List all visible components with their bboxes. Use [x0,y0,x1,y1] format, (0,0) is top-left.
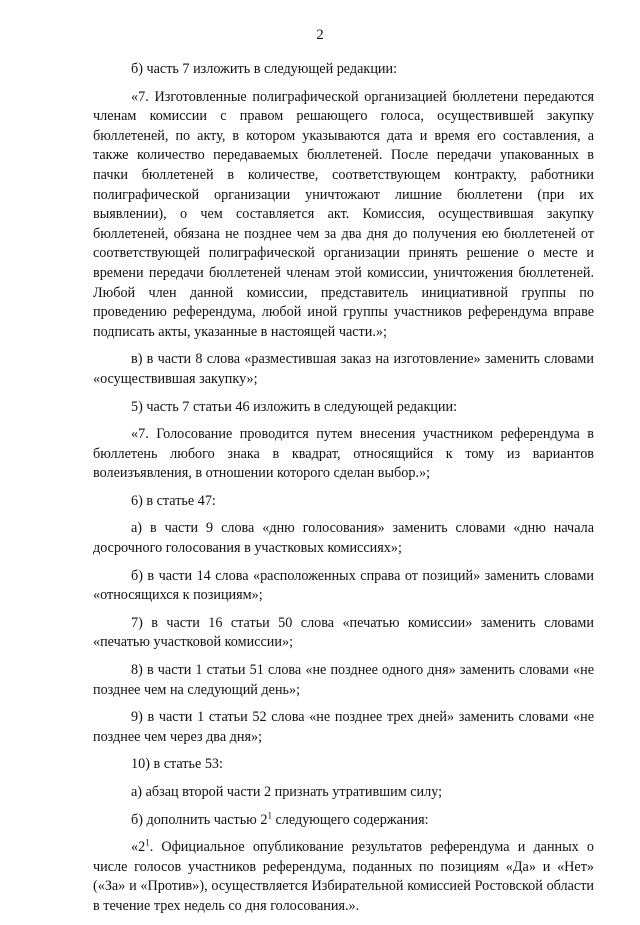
page-number: 2 [316,27,324,43]
paragraph-item-6a: а) в части 9 слова «дню голосования» заменить словами «дню начала досрочного голосования в участковых комиссиях»; [93,520,594,557]
paragraph-item-9: 9) в части 1 статьи 52 слова «не позднее трех дней» заменить словами «не позднее чем через два дня»; [93,709,594,745]
paragraph-item-v-part8: в) в части 8 слова «разместившая заказ на изготовление» заменить словами «осуществившая закупку»; [93,351,594,387]
paragraph-item-7: 7) в части 16 статьи 50 слова «печатью комиссии» заменить словами «печатью участковой комиссии»; [93,614,594,651]
supplement-text-after: следующего содержания: [271,811,429,828]
document-body [93,60,594,925]
paragraph-item-10b [93,811,594,831]
paragraph-item-5: 5) часть 7 статьи 46 изложить в следующей редакции: [131,398,458,415]
superscript-one: 1 [267,809,272,820]
supplement-text-before: б) дополнить частью 2 [131,811,268,828]
part2-1-text: . Официальное опубликование результатов референдума и данных о числе голосов участников референдума, поданных по позициям «Да» и «Нет» («За» и «Против»), осуществляется Избирательной комиссией Ростовской области в течение трех недель со дня голосования.». [93,839,594,914]
superscript-one: 1 [145,837,150,848]
paragraph-item-b-part7: б) часть 7 изложить в следующей редакции: [131,61,398,77]
paragraph-item-10: 10) в статье 53: [131,756,223,773]
paragraph-item-6b: б) в части 14 слова «расположенных справа от позиций» заменить словами «относящихся к позициям»; [93,567,594,604]
paragraph-item-8: 8) в части 1 статьи 51 слова «не позднее одного дня» заменить словами «не позднее чем на следующий день»; [93,662,594,698]
paragraph-item-10a: а) абзац второй части 2 признать утратившим силу; [131,784,443,800]
paragraph-item-6: 6) в статье 47: [131,492,216,509]
part2-1-open: «2 [131,839,146,856]
paragraph-part7-text: «7. Изготовленные полиграфической организацией бюллетени передаются членам комиссии с правом решающего голоса, осуществившей закупку бюллетеней, по акту, в котором указываются дата и время его составления, а также количество передаваемых бюллетеней. После передачи упакованных в пачки бюллетеней в количестве, соответствующем контракту, работники полиграфической организации уничтожают лишние бюллетени (при их выявлении), о чем составляется акт. Комиссия, осуществившая закупку бюллетеней, обязана не позднее чем за два дня до получения ею бюллетеней от соответствующей полиграфической организации принять решение о месте и времени передачи бюллетеней членам этой комиссии, уничтожения бюллетеней. Любой член данной комиссии, представитель инициативной группы по проведению референдума, любой иной группы участников референдума вправе подписать акты, указанные в настоящей части.»; [93,88,594,340]
paragraph-voting-text: «7. Голосование проводится путем внесения участником референдума в бюллетень любого знака в квадрат, относящийся к тому из вариантов волеизъявления, в отношении которого сделан выбор.»; [93,426,594,482]
